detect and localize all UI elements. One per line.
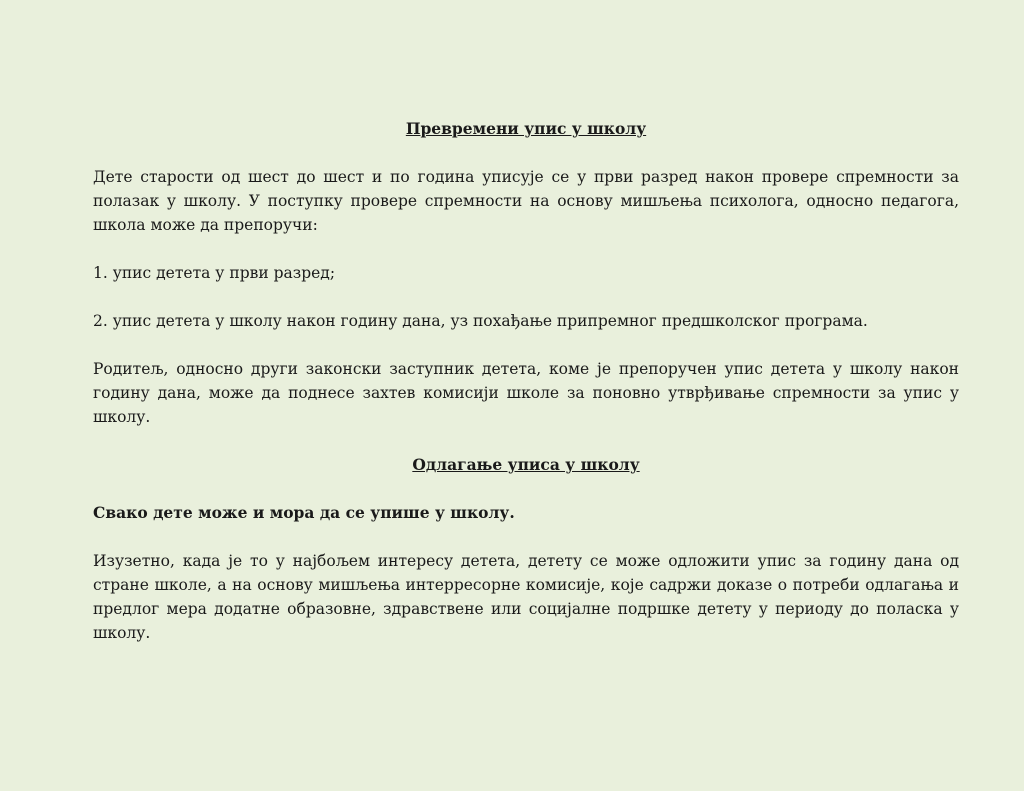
- spacer: [93, 429, 959, 453]
- spacer: [93, 525, 959, 549]
- heading-postponement: Одлагање уписа у школу: [412, 455, 640, 474]
- spacer: [93, 237, 959, 261]
- paragraph-intro: Дете старости од шест до шест и по година уписује се у први разред након провере спремности за полазак у школу. У поступку провере спремности на основу мишљења психолога, односно педагога, школа може да препоручи:: [93, 168, 959, 234]
- paragraph-exception: Изузетно, када је то у најбољем интересу детета, детету се може одложити упис за годину дана од стране школе, а на основу мишљења интерресорне комисије, које садржи доказе о потреби одлагања и предлог мера додатне образовне, здравствене или социјалне подршке детету у периоду до поласка у школу.: [93, 552, 959, 642]
- heading-early-enrollment: Превремени упис у школу: [405, 119, 647, 138]
- list-item-2: 2. упис детета у школу након годину дана, уз похађање припремног предшколског програма.: [93, 312, 868, 330]
- paragraph-statement: Свако дете може и мора да се упише у школу.: [93, 503, 515, 522]
- spacer: [93, 141, 959, 165]
- spacer: [93, 477, 959, 501]
- paragraph-parent-note: Родитељ, односно други законски заступник детета, коме је препоручен упис детета у школу након годину дана, може да поднесе захтев комисији школе за поновно утврђивање спремности за упис у школу.: [93, 360, 959, 426]
- spacer: [93, 285, 959, 309]
- spacer: [93, 333, 959, 357]
- list-item-1: 1. упис детета у први разред;: [93, 264, 336, 282]
